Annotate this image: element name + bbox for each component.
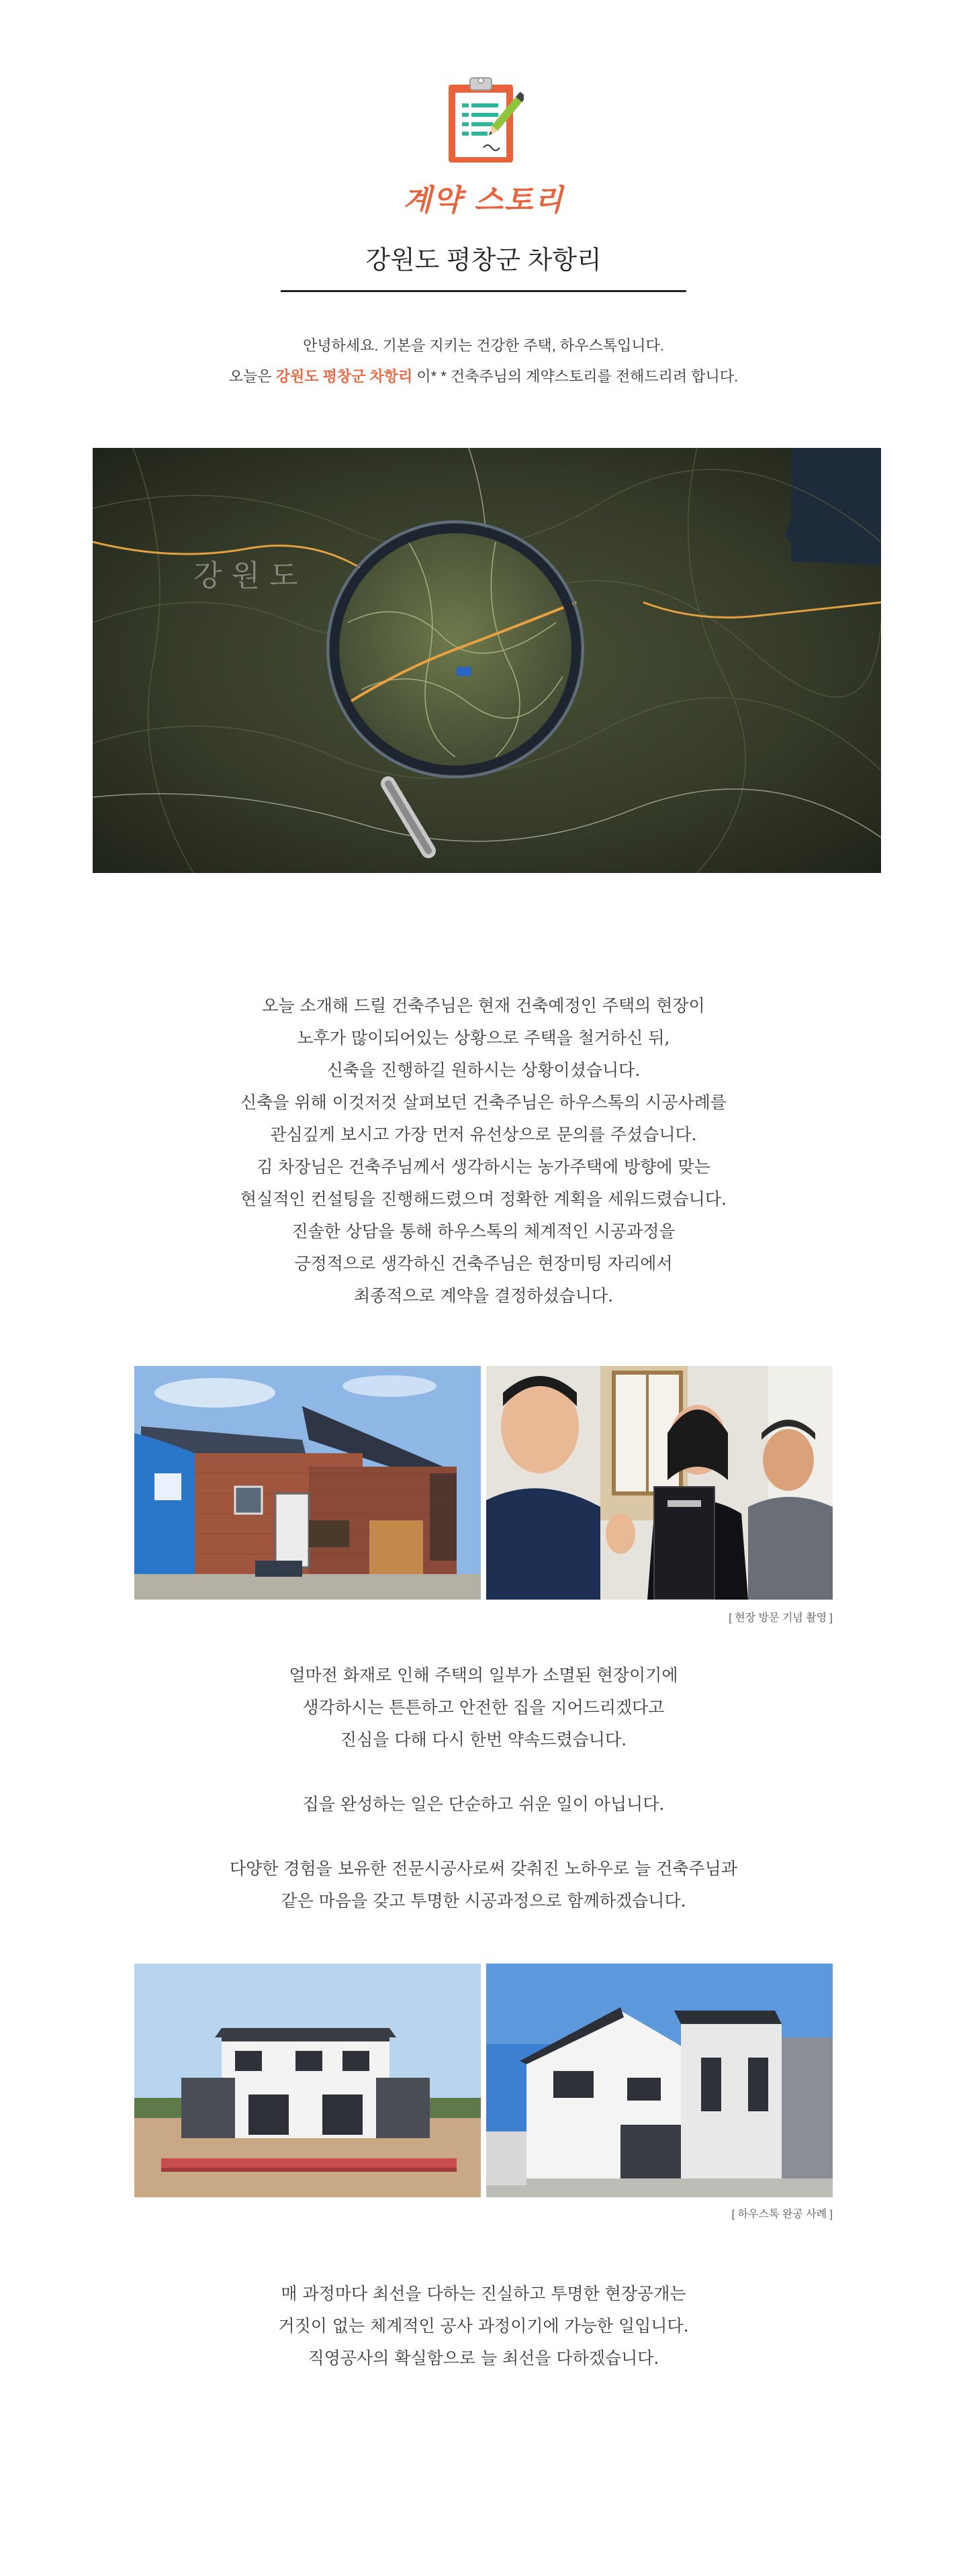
story-section-3 [0, 2278, 967, 2375]
story-2-line: 얼마전 화재로 인해 주택의 일부가 소멸된 현장이기에 [289, 1665, 678, 1685]
story-section-2 [0, 1659, 967, 1917]
story-3-line: 거짓이 없는 체계적인 공사 과정이기에 가능한 일입니다. [278, 2316, 689, 2336]
story-2-line: 생각하시는 튼튼하고 안전한 집을 지어드리겠다고 [302, 1698, 665, 1717]
contract-story-title: 계약 스토리 [403, 183, 564, 218]
completed-house-photo-1 [134, 1964, 481, 2197]
story-2-line: 집을 완성하는 일은 단순하고 쉬운 일이 아닙니다. [302, 1794, 665, 1814]
satellite-map-image [93, 448, 881, 873]
intro-location-highlight: 강원도 평창군 차항리 [275, 368, 413, 385]
map-region-label: 강 원 도 [193, 559, 298, 593]
clipboard-pen-icon [443, 73, 524, 167]
story-1-line: 현실적인 컨설팅을 진행해드렸으며 정확한 계획을 세워드렸습니다. [240, 1189, 727, 1209]
story-2-line: 다양한 경험을 보유한 전문시공사로써 갖춰진 노하우로 늘 건축주님과 [230, 1859, 737, 1878]
story-2-line: 진심을 다해 다시 한번 약속드렸습니다. [340, 1730, 627, 1749]
story-1-line: 최종적으로 계약을 결정하셨습니다. [353, 1286, 614, 1305]
intro-line-2 [0, 361, 967, 392]
intro-line-1: 안녕하세요. 기본을 지키는 건강한 주택, 하우스톡입니다. [303, 337, 664, 354]
site-house-photo [134, 1366, 481, 1600]
story-1-line: 관심깊게 보시고 가장 먼저 유선상으로 문의를 주셨습니다. [270, 1125, 697, 1144]
story-2-line: 같은 마음을 갖고 투명한 시공과정으로 함께하겠습니다. [281, 1891, 686, 1911]
completed-house-photo-2 [486, 1964, 833, 2197]
story-1-line: 진솔한 상담을 통해 하우스톡의 체계적인 시공과정을 [291, 1222, 676, 1241]
story-1-line: 오늘 소개해 드릴 건축주님은 현재 건축예정인 주택의 현장이 [262, 996, 705, 1015]
story-section-1 [0, 990, 967, 1312]
story-1-line: 신축을 위해 이것저것 살펴보던 건축주님은 하우스톡의 시공사례를 [240, 1093, 727, 1112]
location-title: 강원도 평창군 차항리 [365, 246, 602, 275]
story-1-line: 노후가 많이되어있는 상황으로 주택을 철거하신 뒤, [297, 1028, 670, 1048]
intro-line-2-suffix: 이* * 건축주님의 계약스토리를 전해드리려 합니다. [412, 368, 739, 385]
story-1-line: 김 차장님은 건축주님께서 생각하시는 농가주택에 방향에 맞는 [257, 1157, 710, 1177]
title-divider [281, 290, 686, 292]
story-1-line: 신축을 진행하길 원하시는 상황이셨습니다. [326, 1060, 641, 1080]
intro-text [0, 330, 967, 392]
photo-caption-site-visit: [ 현장 방문 기념 촬영 ] [729, 1612, 833, 1624]
intro-line-2-prefix: 오늘은 [228, 368, 276, 385]
photo-caption-completed: [ 하우스톡 완공 사례 ] [731, 2209, 833, 2220]
meeting-commemorative-photo [486, 1366, 833, 1600]
story-3-line: 매 과정마다 최선을 다하는 진실하고 투명한 현장공개는 [281, 2284, 686, 2303]
story-1-line: 긍정적으로 생각하신 건축주님은 현장미팅 자리에서 [294, 1254, 673, 1273]
story-3-line: 직영공사의 확실함으로 늘 최선을 다하겠습니다. [308, 2348, 659, 2368]
